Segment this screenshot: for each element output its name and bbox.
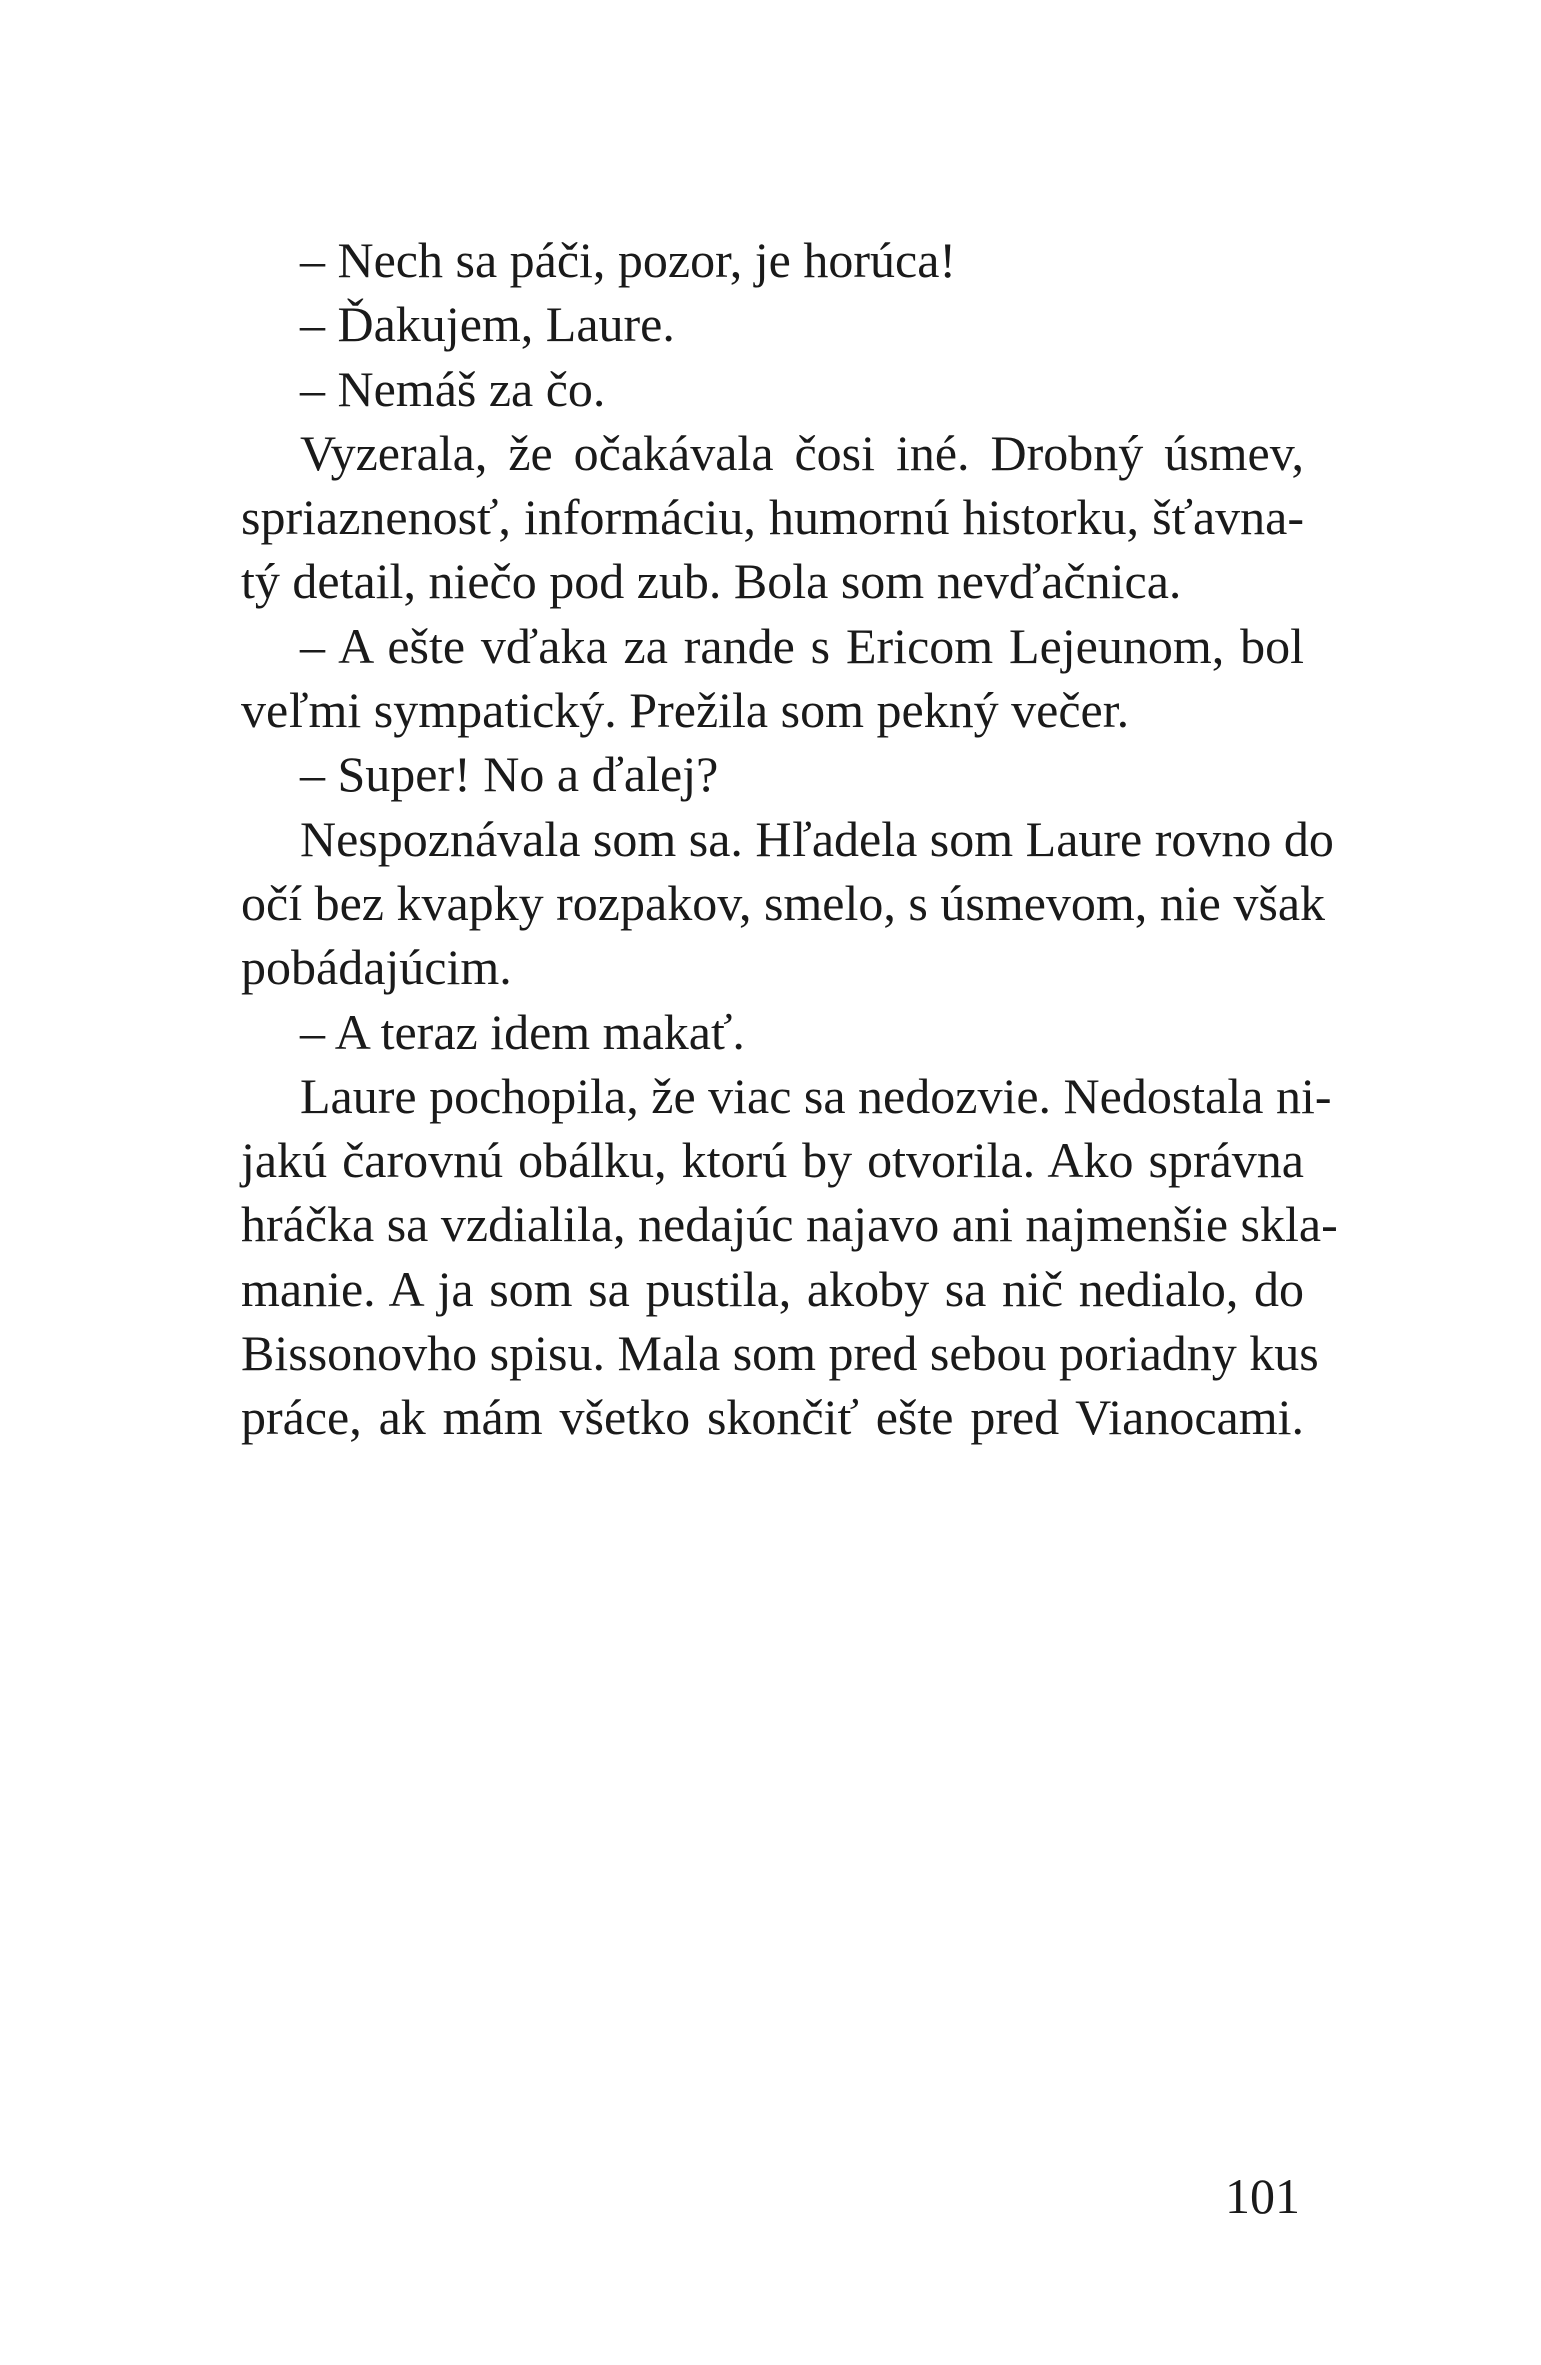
text-line: hráčka sa vzdialila, nedajúc najavo ani najmenšie skla- <box>241 1196 1338 1253</box>
text-line: manie. A ja som sa pustila, akoby sa nič nedialo, do <box>241 1260 1304 1317</box>
text-line: pobádajúcim. <box>241 939 512 996</box>
text-line: veľmi sympatický. Prežila som pekný večer. <box>241 682 1130 739</box>
text-line: – Super! No a ďalej? <box>300 746 719 803</box>
text-line: práce, ak mám všetko skončiť ešte pred Vianocami. <box>241 1389 1304 1446</box>
text-line: jakú čarovnú obálku, ktorú by otvorila. Ako správna <box>241 1132 1304 1189</box>
text-line: spriaznenosť, informáciu, humornú historku, šťavna- <box>241 489 1304 546</box>
text-line: Vyzerala, že očakávala čosi iné. Drobný úsmev, <box>300 424 1304 481</box>
text-line: očí bez kvapky rozpakov, smelo, s úsmevom, nie však <box>241 874 1326 931</box>
page-number: 101 <box>1225 2168 1300 2224</box>
text-line: – A ešte vďaka za rande s Ericom Lejeunom, bol <box>300 617 1304 674</box>
body-text <box>241 228 1338 1450</box>
text-line: Laure pochopila, že viac sa nedozvie. Nedostala ni- <box>300 1067 1332 1124</box>
text-line: Nespoznávala som sa. Hľadela som Laure rovno do <box>300 810 1334 867</box>
text-line: – A teraz idem makať. <box>300 1003 745 1060</box>
text-line: tý detail, niečo pod zub. Bola som nevďačnica. <box>241 553 1182 610</box>
text-line: – Ďakujem, Laure. <box>300 296 675 353</box>
text-line: – Nemáš za čo. <box>300 360 606 417</box>
text-line: Bissonovho spisu. Mala som pred sebou poriadny kus <box>241 1325 1319 1382</box>
text-line: – Nech sa páči, pozor, je horúca! <box>300 232 957 288</box>
